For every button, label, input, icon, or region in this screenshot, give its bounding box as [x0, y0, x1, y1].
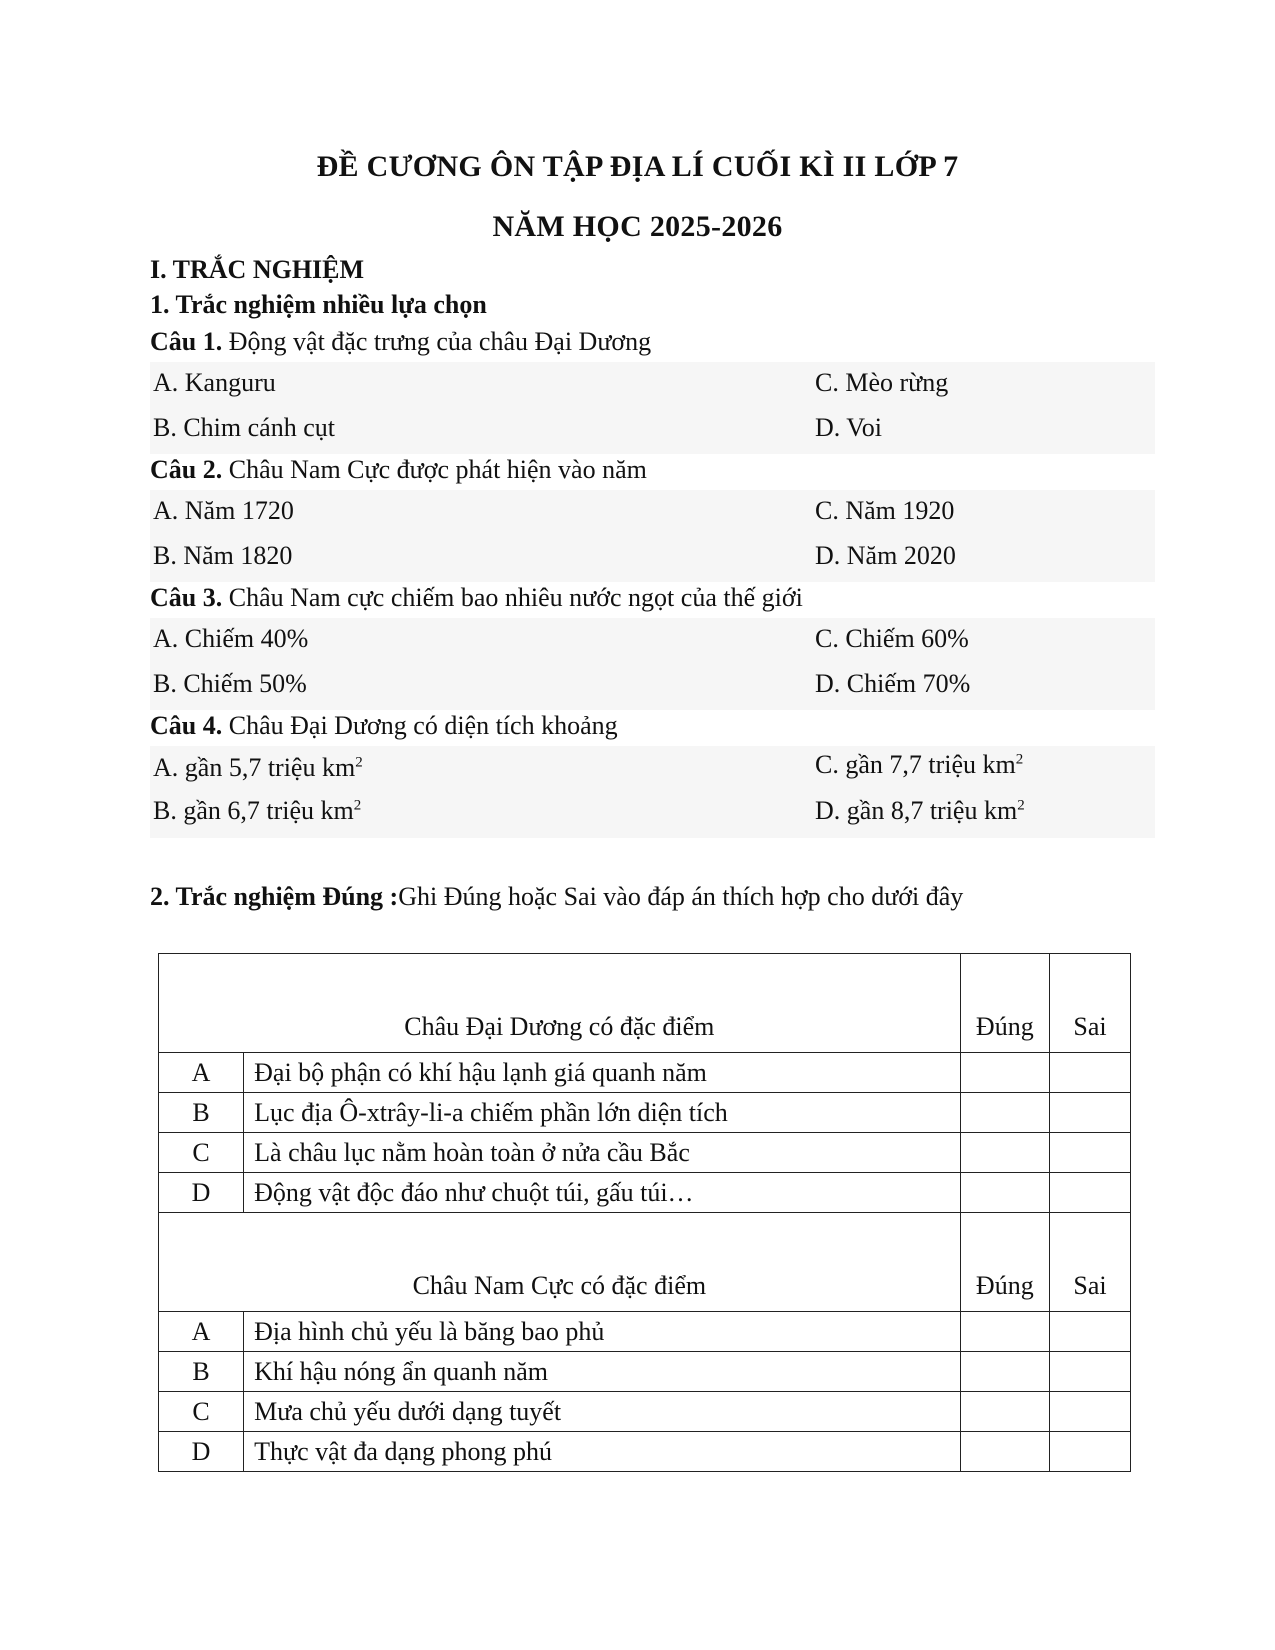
option-d: D. Chiếm 70% [815, 669, 971, 698]
answer-true-cell[interactable] [960, 1053, 1049, 1093]
subsection-heading-true-false: 2. Trắc nghiệm Đúng :Ghi Đúng hoặc Sai vào đáp án thích hợp cho dưới đây [150, 882, 964, 911]
question-text: Châu Nam cực chiếm bao nhiêu nước ngọt của thế giới [222, 583, 803, 612]
table-row: A Địa hình chủ yếu là băng bao phủ [159, 1312, 1131, 1352]
column-false-header: Sai [1049, 1213, 1130, 1312]
answer-true-cell[interactable] [960, 1352, 1049, 1392]
question-label: Câu 2. [150, 455, 223, 484]
answer-false-cell[interactable] [1049, 1133, 1130, 1173]
question-3 [150, 583, 803, 613]
question-label: Câu 3. [150, 583, 223, 612]
option-a: A. Năm 1720 [153, 496, 294, 525]
option-b: B. Chim cánh cụt [153, 413, 335, 442]
answer-true-cell[interactable] [960, 1432, 1049, 1472]
option-a: A. gần 5,7 triệu $km^2$ [153, 753, 363, 782]
table-group-header [159, 1213, 1131, 1312]
group-heading: Châu Đại Dương có đặc điểm [159, 954, 961, 1053]
table-row: D Thực vật đa dạng phong phú [159, 1432, 1131, 1472]
table-row: B Khí hậu nóng ẩn quanh năm [159, 1352, 1131, 1392]
table-row: C Là châu lục nằm hoàn toàn ở nửa cầu Bắc [159, 1133, 1131, 1173]
option-b: B. Năm 1820 [153, 541, 293, 570]
column-false-header: Sai [1049, 954, 1130, 1053]
answer-false-cell[interactable] [1049, 1093, 1130, 1133]
table-row: C Mưa chủ yếu dưới dạng tuyết [159, 1392, 1131, 1432]
answer-true-cell[interactable] [960, 1392, 1049, 1432]
table-group-header [159, 954, 1131, 1053]
question-text: Châu Đại Dương có diện tích khoảng [222, 711, 618, 740]
option-d: D. Năm 2020 [815, 541, 956, 570]
answer-false-cell[interactable] [1049, 1392, 1130, 1432]
question-1 [150, 327, 651, 357]
option-a: A. Kanguru [153, 368, 276, 397]
options-shading [150, 490, 1155, 582]
answer-false-cell[interactable] [1049, 1432, 1130, 1472]
option-c: C. Chiếm 60% [815, 624, 969, 653]
question-text: Động vật đặc trưng của châu Đại Dương [222, 327, 652, 356]
answer-false-cell[interactable] [1049, 1352, 1130, 1392]
question-label: Câu 4. [150, 711, 223, 740]
answer-false-cell[interactable] [1049, 1173, 1130, 1213]
answer-true-cell[interactable] [960, 1173, 1049, 1213]
question-label: Câu 1. [150, 327, 223, 356]
true-false-table [158, 953, 1131, 1472]
option-c: C. Mèo rừng [815, 368, 949, 397]
option-c: C. Năm 1920 [815, 496, 955, 525]
table-row: A Đại bộ phận có khí hậu lạnh giá quanh năm [159, 1053, 1131, 1093]
column-true-header: Đúng [960, 1213, 1049, 1312]
column-true-header: Đúng [960, 954, 1049, 1053]
option-c: C. gần 7,7 triệu $km^2$ [815, 750, 1024, 779]
school-year: NĂM HỌC 2025-2026 [492, 210, 783, 243]
option-b: B. Chiếm 50% [153, 669, 307, 698]
option-b: B. gần 6,7 triệu $km^2$ [153, 796, 362, 825]
option-a: A. Chiếm 40% [153, 624, 309, 653]
option-d: D. gần 8,7 triệu $km^2$ [815, 796, 1025, 825]
answer-false-cell[interactable] [1049, 1312, 1130, 1352]
answer-false-cell[interactable] [1049, 1053, 1130, 1093]
answer-true-cell[interactable] [960, 1312, 1049, 1352]
section-heading-multiple-choice: I. TRẮC NGHIỆM [150, 255, 365, 284]
question-2 [150, 455, 647, 485]
group-heading: Châu Nam Cực có đặc điểm [159, 1213, 961, 1312]
question-text: Châu Nam Cực được phát hiện vào năm [222, 455, 647, 484]
table-row: B Lục địa Ô-xtrây-li-a chiếm phần lớn diện tích [159, 1093, 1131, 1133]
subsection-heading-multiple-choice: 1. Trắc nghiệm nhiều lựa chọn [150, 290, 487, 319]
option-d: D. Voi [815, 413, 882, 442]
answer-true-cell[interactable] [960, 1093, 1049, 1133]
answer-true-cell[interactable] [960, 1133, 1049, 1173]
document-title: ĐỀ CƯƠNG ÔN TẬP ĐỊA LÍ CUỐI KÌ II LỚP 7 [316, 150, 959, 183]
question-4 [150, 711, 618, 741]
table-row: D Động vật độc đáo như chuột túi, gấu túi… [159, 1173, 1131, 1213]
